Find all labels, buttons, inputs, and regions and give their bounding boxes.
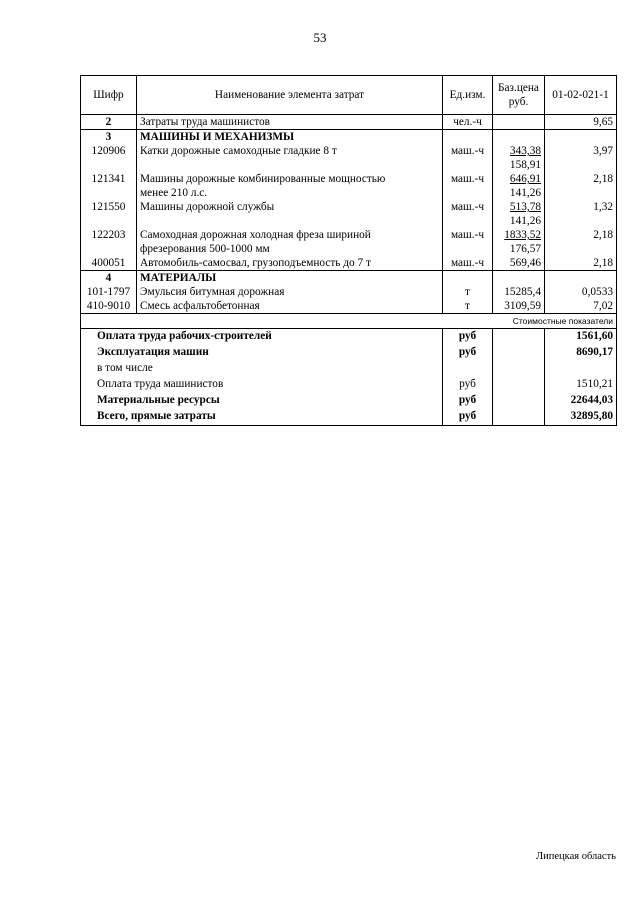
section-header-row — [81, 271, 617, 286]
summary-unit: руб — [443, 377, 493, 393]
summary-row — [81, 377, 617, 393]
row-price — [493, 115, 545, 130]
row-value: 7,02 — [545, 299, 617, 314]
row-name-line2: менее 210 л.с. — [140, 187, 208, 199]
summary-row — [81, 361, 617, 377]
row-value: 0,0533 — [545, 285, 617, 299]
summary-value: 1561,60 — [545, 329, 617, 346]
table-row — [81, 299, 617, 314]
summary-label: Материальные ресурсы — [81, 393, 443, 409]
row-price-sub: 141,26 — [509, 215, 541, 227]
row-code: 121341 — [81, 172, 137, 200]
row-price: 569,46 — [493, 256, 545, 271]
row-name: Катки дорожные самоходные гладкие 8 т — [137, 144, 443, 172]
summary-unit: руб — [443, 409, 493, 426]
header-ref: 01-02-021-1 — [545, 76, 617, 115]
summary-label: Эксплуатация машин — [81, 345, 443, 361]
summary-value: 8690,17 — [545, 345, 617, 361]
row-value: 9,65 — [545, 115, 617, 130]
row-unit: т — [443, 299, 493, 314]
cost-table — [80, 75, 617, 426]
section-header-row — [81, 130, 617, 145]
summary-label: Всего, прямые затраты — [81, 409, 443, 426]
header-unit: Ед.изм. — [443, 76, 493, 115]
row-value: 2,18 — [545, 228, 617, 256]
row-code: 2 — [81, 115, 137, 130]
row-price-base: 513,78 — [509, 201, 541, 213]
row-name-line1: Самоходная дорожная холодная фреза шириной — [140, 229, 371, 241]
row-price-sub: 158,91 — [509, 159, 541, 171]
row-code: 122203 — [81, 228, 137, 256]
row-name — [137, 172, 443, 200]
row-price: 3109,59 — [493, 299, 545, 314]
row-code: 120906 — [81, 144, 137, 172]
row-value: 3,97 — [545, 144, 617, 172]
row-price: 15285,4 — [493, 285, 545, 299]
summary-row — [81, 409, 617, 426]
summary-row — [81, 345, 617, 361]
section-title: МАТЕРИАЛЫ — [137, 271, 443, 286]
row-code: 101-1797 — [81, 285, 137, 299]
row-unit: маш.-ч — [443, 256, 493, 271]
section-code: 3 — [81, 130, 137, 145]
row-price-base: 646,91 — [509, 173, 541, 185]
row-price — [493, 172, 545, 200]
header-price — [493, 76, 545, 115]
summary-label: Оплата труда машинистов — [81, 377, 443, 393]
row-name-line1: Машины дорожные комбинированные мощностью — [140, 173, 386, 185]
row-name: Затраты труда машинистов — [137, 115, 443, 130]
table-row — [81, 228, 617, 256]
row-unit: маш.-ч — [443, 144, 493, 172]
summary-label: в том числе — [81, 361, 443, 377]
header-price-line1: Баз.цена — [498, 82, 539, 94]
labor-row — [81, 115, 617, 130]
section-code: 4 — [81, 271, 137, 286]
row-name: Машины дорожной службы — [137, 200, 443, 228]
table-header-row — [81, 76, 617, 115]
row-name — [137, 228, 443, 256]
row-value: 1,32 — [545, 200, 617, 228]
row-unit: маш.-ч — [443, 228, 493, 256]
page-number: 53 — [313, 30, 327, 45]
row-code: 400051 — [81, 256, 137, 271]
row-price-base: 1833,52 — [504, 229, 541, 241]
row-value: 2,18 — [545, 172, 617, 200]
row-name: Эмульсия битумная дорожная — [137, 285, 443, 299]
row-unit: маш.-ч — [443, 172, 493, 200]
summary-value: 32895,80 — [545, 409, 617, 426]
row-unit: маш.-ч — [443, 200, 493, 228]
cost-indicators-label: Стоимостные показатели — [81, 314, 617, 329]
row-name: Автомобиль-самосвал, грузоподъемность до 7 т — [137, 256, 443, 271]
row-price — [493, 200, 545, 228]
table-row — [81, 285, 617, 299]
header-price-line2: руб. — [508, 96, 529, 108]
row-price-base: 343,38 — [509, 145, 541, 157]
summary-label: Оплата труда рабочих-строителей — [81, 329, 443, 346]
header-code: Шифр — [81, 76, 137, 115]
table-row — [81, 200, 617, 228]
row-code: 121550 — [81, 200, 137, 228]
row-price — [493, 144, 545, 172]
summary-value: 22644,03 — [545, 393, 617, 409]
summary-value: 1510,21 — [545, 377, 617, 393]
summary-unit: руб — [443, 393, 493, 409]
summary-unit: руб — [443, 345, 493, 361]
row-unit: т — [443, 285, 493, 299]
row-name-line2: фрезерования 500-1000 мм — [140, 243, 270, 255]
header-name: Наименование элемента затрат — [137, 76, 443, 115]
row-price — [493, 228, 545, 256]
row-price-sub: 141,26 — [509, 187, 541, 199]
summary-row — [81, 329, 617, 346]
summary-unit: руб — [443, 329, 493, 346]
row-unit: чел.-ч — [443, 115, 493, 130]
row-code: 410-9010 — [81, 299, 137, 314]
table-row — [81, 144, 617, 172]
section-title: МАШИНЫ И МЕХАНИЗМЫ — [137, 130, 443, 145]
table-row — [81, 172, 617, 200]
footer-region: Липецкая область — [536, 851, 616, 862]
row-price-sub: 176,57 — [509, 243, 541, 255]
summary-row — [81, 393, 617, 409]
cost-indicators-row — [81, 314, 617, 329]
table-row — [81, 256, 617, 271]
row-name: Смесь асфальтобетонная — [137, 299, 443, 314]
row-value: 2,18 — [545, 256, 617, 271]
